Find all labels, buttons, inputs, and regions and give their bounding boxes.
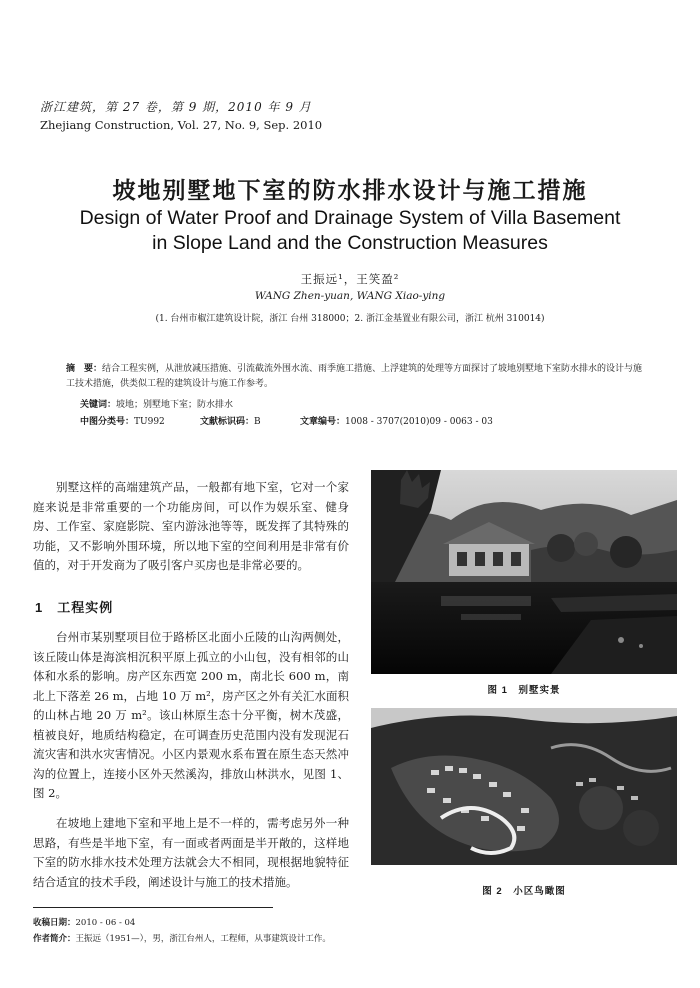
doc-code-label: 文献标识码： [200, 417, 255, 427]
body-paragraph-2: 台州市某别墅项目位于路桥区北面小丘陵的山沟两侧处，该丘陵山体是海滨相沉积平原上孤立的小山包，没有相邻的山体和水系的影响。房产区东西宽 200 m，南北长 600 m，南北上下落差 26 m，占地 10 万 m²，房产区之外有关汇水面积的山林占地 20 万 m²。该山林原生态十分平衡，树木茂盛，植被良好，地质结构稳定，在可调查历史范围内没有发现泥石流灾害和洪水灾害情况。小区内景观水系布置在原生态天然冲沟的位置上，连接小区外天然溪沟，排放山林洪水，见图 1、图 2。 [33, 630, 349, 800]
clc-number [80, 415, 165, 430]
keywords [80, 398, 233, 413]
body-paragraph-3: 在坡地上建地下室和平地上是不一样的，需考虑另外一种思路，有些是半地下室，有一面或者两面是半开敞的，这样地下室的防水排水技术处理方法就会大不相同，现根据地貌特征结合适宜的技术手段，阐述设计与施工的技术措施。 [33, 816, 349, 889]
abstract [66, 362, 646, 392]
bio-value: 王振远（1951—），男，浙江台州人，工程师，从事建筑设计工作。 [75, 934, 331, 944]
keywords-label: 关键词： [80, 400, 117, 410]
author-bio [33, 932, 331, 944]
doc-code-value: B [254, 417, 261, 427]
abstract-text: 结合工程实例，从泄放减压措施、引流截流外围水流、雨季施工措施、上浮建筑的处理等方面探讨了坡地别墅地下室防水排水的设计与施工技术措施，供类似工程的建筑设计与施工作参考。 [66, 364, 643, 389]
aerial-view-image [371, 708, 677, 865]
figure-1-villa-photo [371, 470, 677, 674]
clc-label: 中图分类号： [80, 417, 135, 427]
document-code [200, 415, 261, 430]
figure-1-caption: 图 1 别墅实景 [487, 685, 561, 696]
affiliations: (1. 台州市椒江建筑设计院，浙江 台州 318000；2. 浙江金基置业有限公司，浙江 杭州 310014) [155, 314, 545, 324]
authors-cn: 王振远¹，王笑盈² [300, 272, 400, 286]
keywords-text: 坡地；别墅地下室；防水排水 [116, 400, 234, 410]
figure-2-aerial-view [371, 708, 677, 865]
clc-value: TU992 [134, 417, 165, 427]
villa-photo-image [371, 470, 677, 674]
body-paragraph-1: 别墅这样的高端建筑产品，一般都有地下室，它对一个家庭来说是非常重要的一个功能房间，可以作为娱乐室、健身房、工作室、家庭影院、室内游泳池等等，既发挥了其特殊的功能，又不影响外围环境，所以地下室的空间利用是非常有价值的，对于开发商为了吸引客户买房也是非常必要的。 [33, 480, 349, 572]
received-label: 收稿日期： [33, 918, 76, 928]
title-en-line2: in Slope Land and the Construction Measures [152, 232, 548, 254]
received-value: 2010 - 06 - 04 [75, 918, 136, 928]
received-date [33, 916, 135, 928]
article-number [300, 415, 493, 430]
section-heading-1: 1 工程实例 [35, 600, 114, 615]
journal-citation-cn: 浙江建筑，第 27 卷，第 9 期，2010 年 9 月 [40, 100, 312, 114]
title-en-line1: Design of Water Proof and Drainage System of Villa Basement [79, 207, 621, 229]
figure-2-caption: 图 2 小区鸟瞰图 [482, 886, 566, 897]
title-cn: 坡地别墅地下室的防水排水设计与施工措施 [112, 177, 588, 203]
footnote-divider [33, 907, 273, 908]
article-no-label: 文章编号： [300, 417, 346, 427]
authors-en: WANG Zhen-yuan, WANG Xiao-ying [254, 290, 446, 302]
abstract-label: 摘 要： [66, 364, 103, 374]
journal-citation-en: Zhejiang Construction, Vol. 27, No. 9, Sep. 2010 [40, 118, 323, 132]
bio-label: 作者简介： [33, 934, 76, 944]
article-no-value: 1008 - 3707(2010)09 - 0063 - 03 [345, 417, 493, 427]
